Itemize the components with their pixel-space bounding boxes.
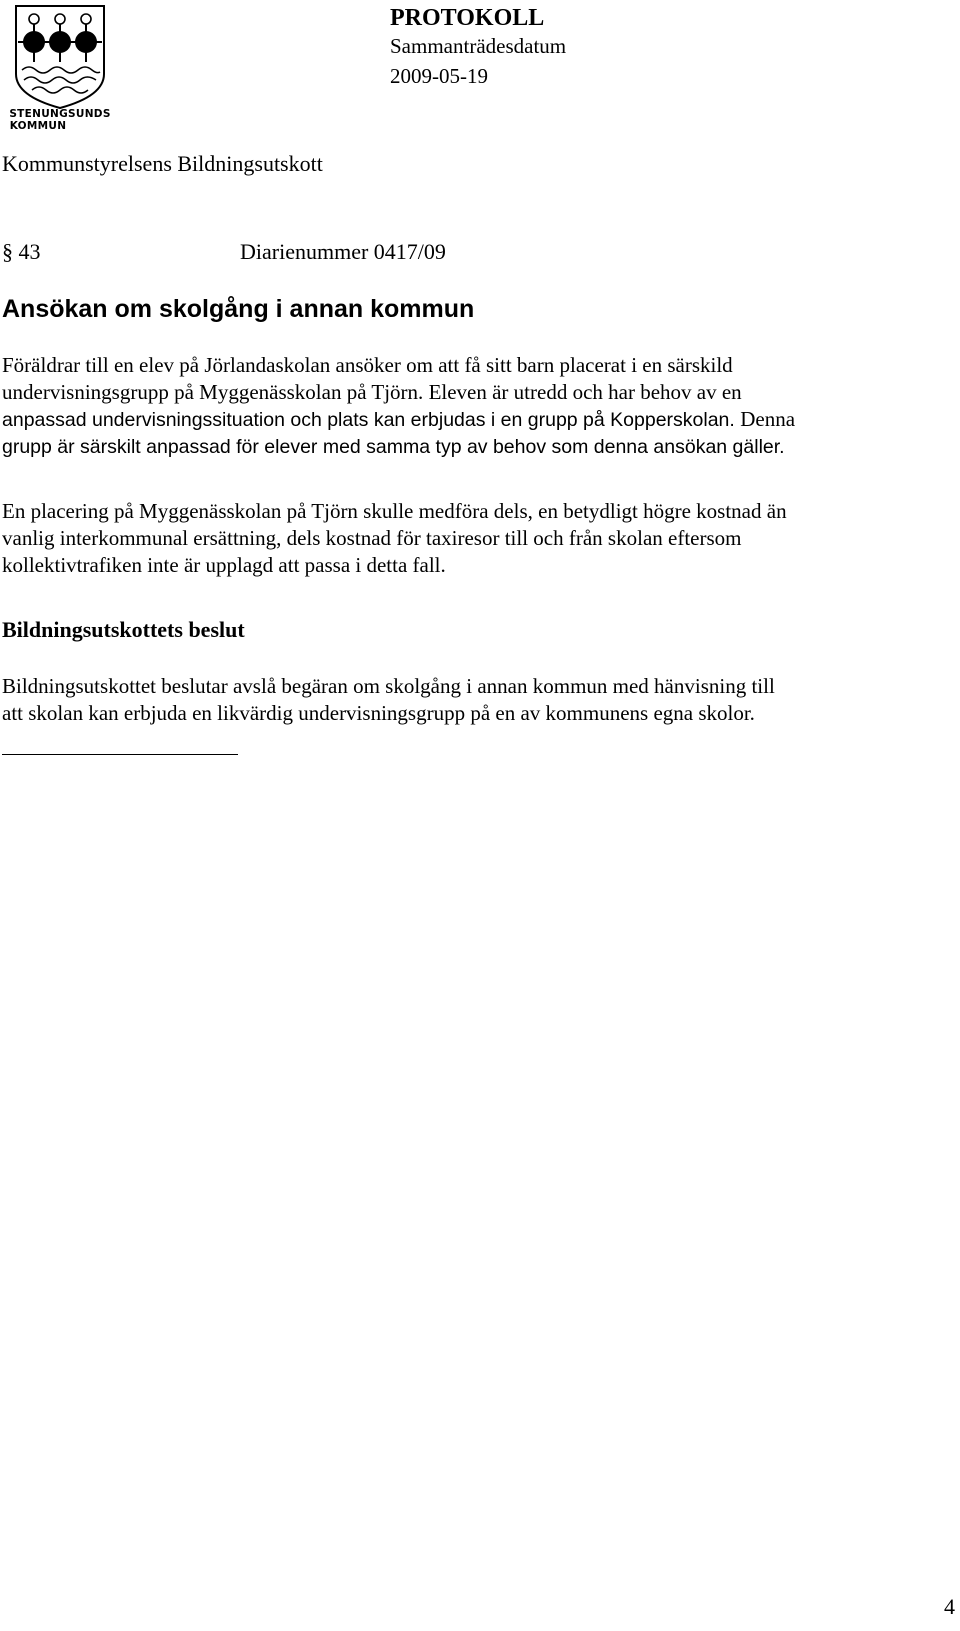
section-heading: Ansökan om skolgång i annan kommun: [2, 295, 475, 323]
paragraph-line: vanlig interkommunal ersättning, dels kostnad för taxiresor till och från skolan eftersom: [2, 526, 742, 550]
logo-text-line2: KOMMUN: [9, 120, 67, 132]
paragraph-line: En placering på Myggenässkolan på Tjörn skulle medföra dels, en betydligt högre kostnad än: [2, 499, 787, 523]
paragraph-line: anpassad undervisningssituation och plats kan erbjudas i en grupp på Kopperskolan.: [2, 409, 741, 431]
paragraph-line: kollektivtrafiken inte är upplagd att passa i detta fall.: [2, 553, 446, 577]
stenungsund-coat-of-arms-logo: [2, 4, 120, 132]
committee-name: Kommunstyrelsens Bildningsutskott: [2, 151, 323, 176]
page-number: 4: [944, 1594, 955, 1619]
decision-heading: Bildningsutskottets beslut: [2, 617, 245, 642]
end-divider-line: [2, 754, 238, 755]
paragraph-line: Föräldrar till en elev på Jörlandaskolan ansöker om att få sitt barn placerat i en särskild: [2, 353, 733, 377]
logo-text-line1: STENUNGSUNDS: [9, 108, 111, 120]
meeting-date: 2009-05-19: [390, 64, 488, 88]
paragraph-line: att skolan kan erbjuda en likvärdig undervisningsgrupp på en av kommunens egna skolor.: [2, 701, 755, 725]
paragraph-line: Bildningsutskottet beslutar avslå begäran om skolgång i annan kommun med hänvisning till: [2, 674, 775, 698]
paragraph-application: [2, 352, 952, 461]
paragraph-line: undervisningsgrupp på Myggenässkolan på Tjörn.: [2, 380, 429, 404]
meeting-date-label: Sammanträdesdatum: [390, 34, 567, 58]
diary-number: Diarienummer 0417/09: [240, 239, 446, 264]
paragraph-line: Denna: [740, 407, 796, 431]
section-number: § 43: [2, 239, 41, 264]
paragraph-decision: [2, 673, 952, 727]
document-type-title: PROTOKOLL: [390, 5, 545, 31]
paragraph-line: grupp är särskilt anpassad för elever med samma typ av behov som denna ansökan gäller.: [2, 436, 785, 458]
paragraph-cost: [2, 498, 952, 579]
paragraph-line: Eleven är utredd och har behov av en: [428, 380, 742, 404]
